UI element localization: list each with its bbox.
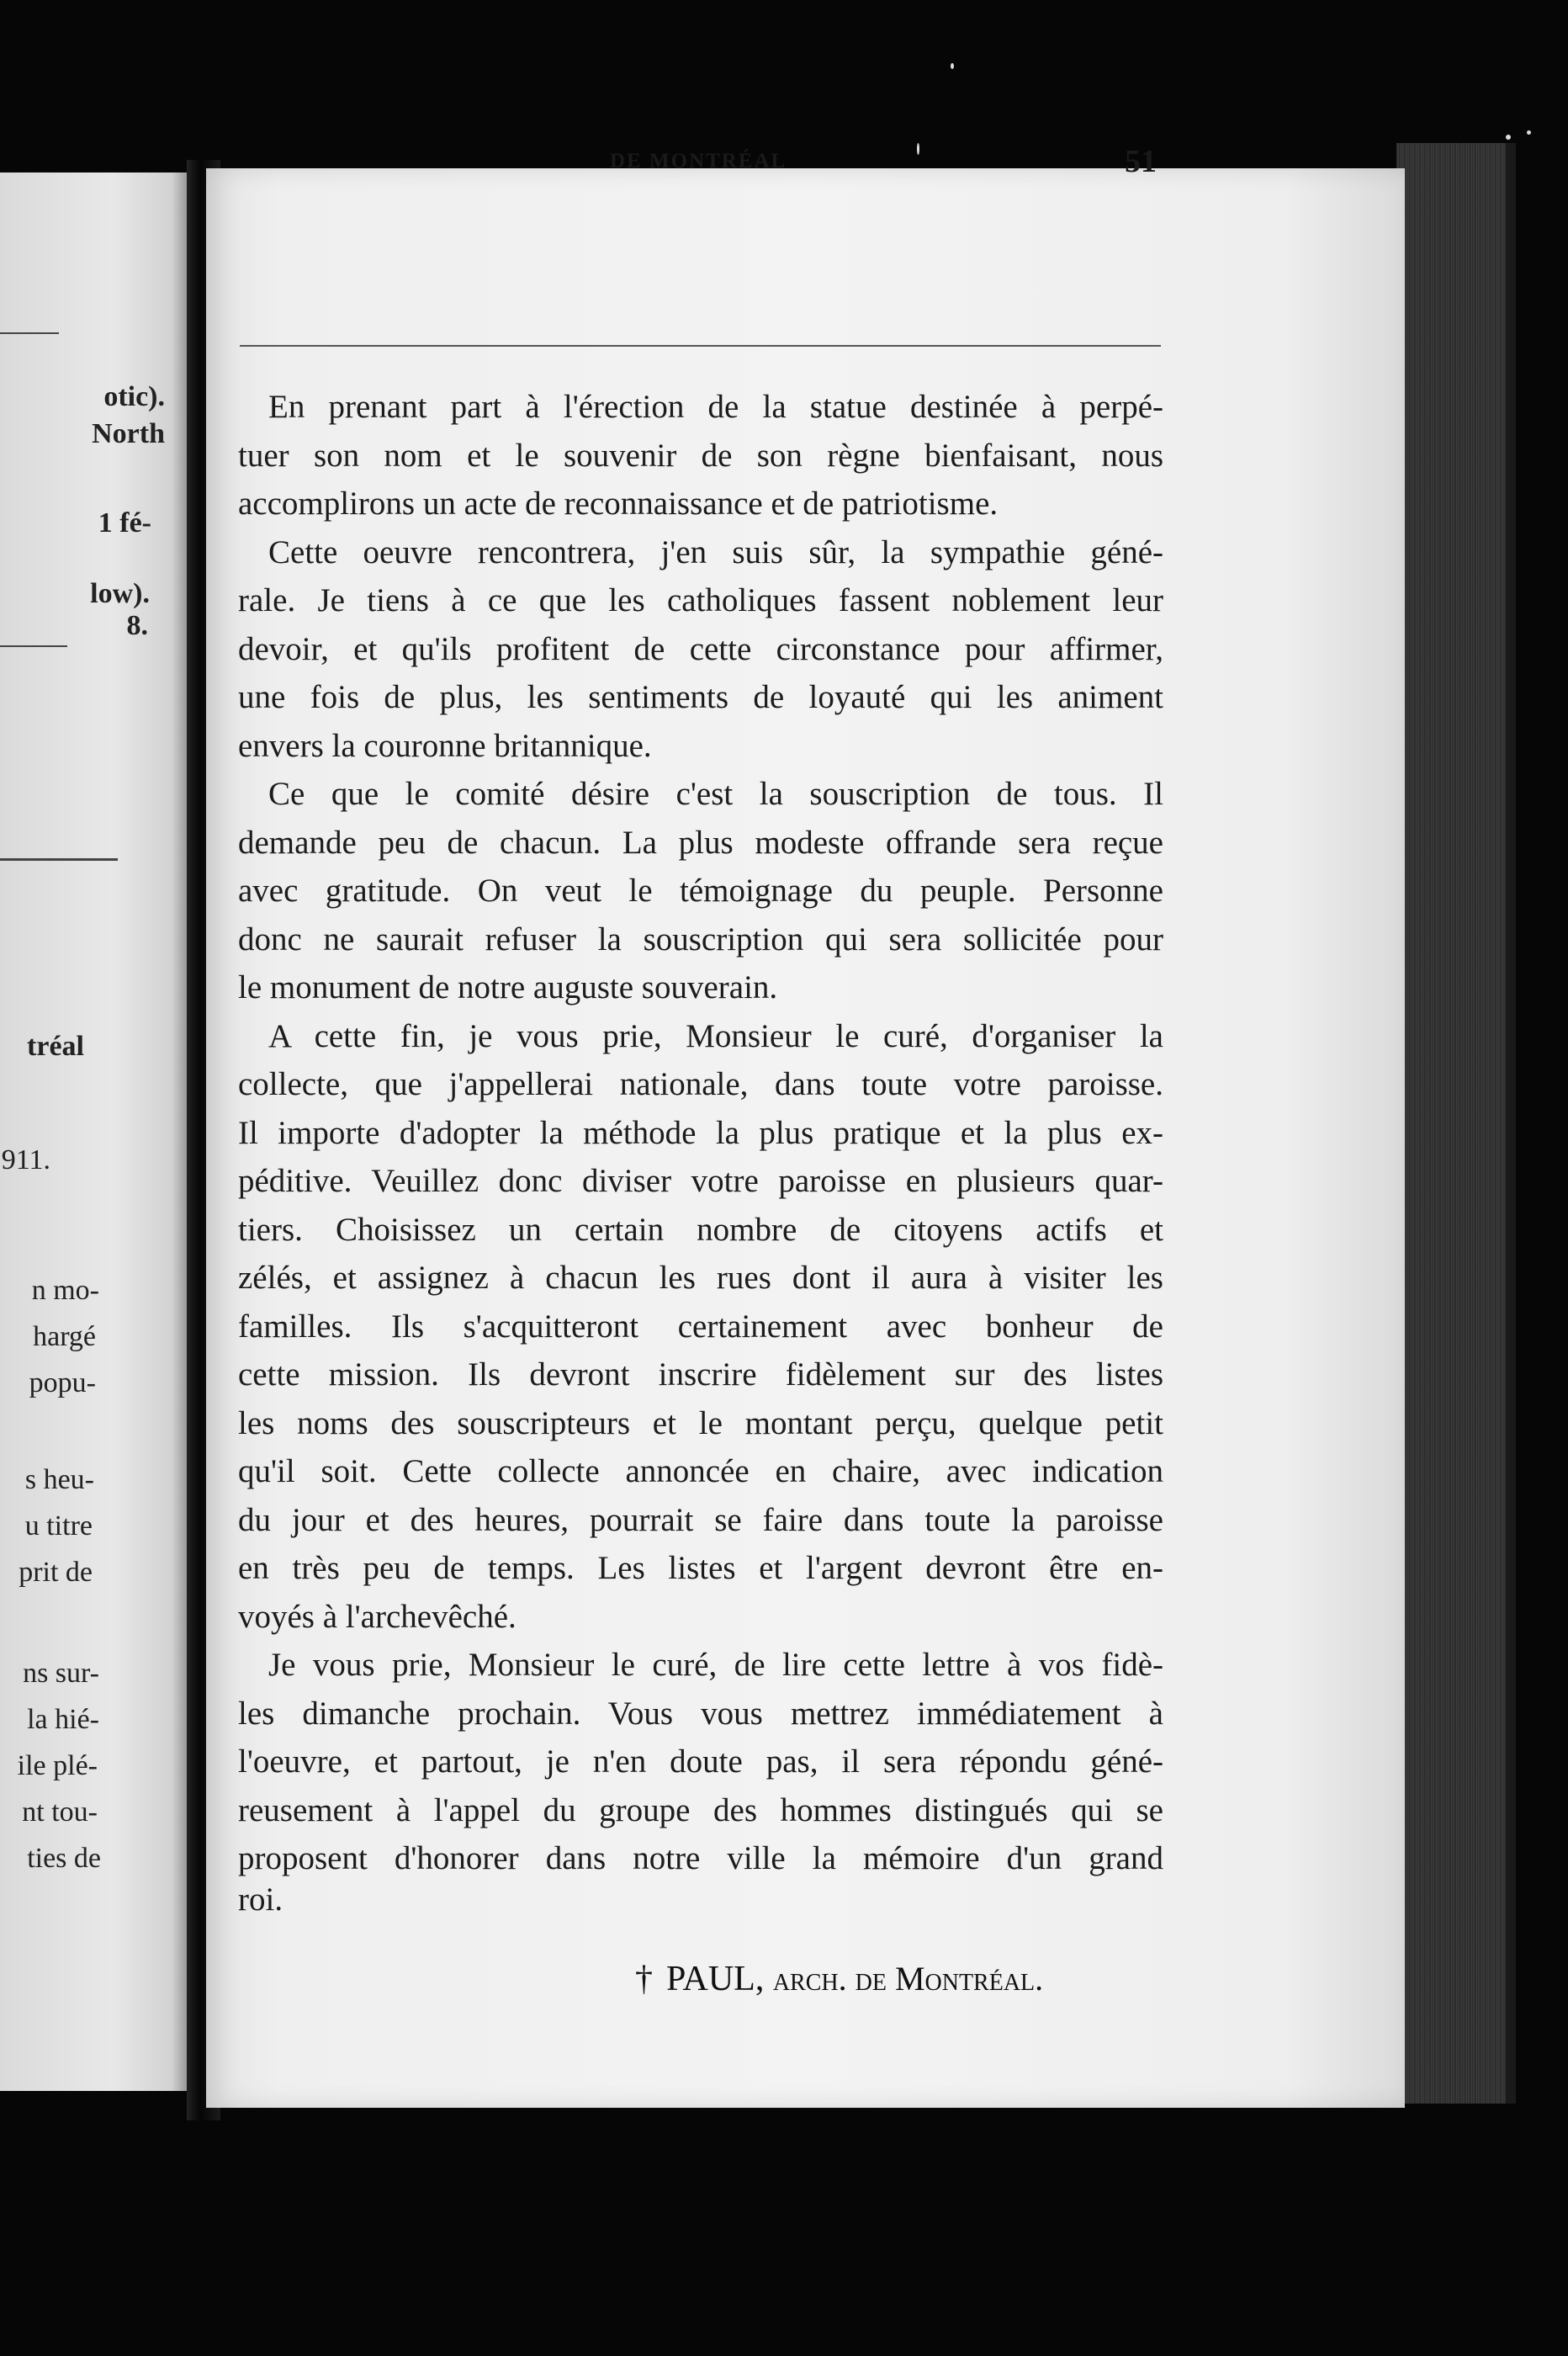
text-line: Cette oeuvre rencontrera, j'en suis sûr, la sympathie géné- — [268, 533, 1163, 570]
left-fragment: otic). — [103, 381, 165, 412]
text-line: voyés à l'archevêché. — [238, 1598, 516, 1635]
signature-title: arch. de Montréal. — [772, 1960, 1044, 1998]
left-fragment: 911. — [1, 1144, 50, 1175]
dagger-symbol: † — [635, 1960, 653, 1998]
left-fragment: la hié- — [27, 1704, 99, 1735]
left-fragment: hargé — [33, 1321, 96, 1352]
text-line: en très peu de temps. Les listes et l'argent devront être en- — [238, 1550, 1163, 1586]
left-fragment: 1 fé- — [98, 507, 151, 539]
text-line: du jour et des heures, pourrait se faire dans toute la paroisse — [238, 1501, 1163, 1538]
text-line: avec gratitude. On veut le témoignage du peuple. Personne — [238, 873, 1163, 909]
left-fragment: North — [92, 418, 165, 449]
text-line: une fois de plus, les sentiments de loyauté qui les animent — [238, 679, 1163, 715]
dust-speck — [951, 63, 954, 69]
left-fragment: popu- — [29, 1367, 96, 1398]
text-line: devoir, et qu'ils profitent de cette circonstance pour affirmer, — [238, 630, 1163, 667]
left-fragment: s heu- — [24, 1464, 94, 1495]
left-fragment: low). — [90, 578, 150, 609]
text-line: Il importe d'adopter la méthode la plus pratique et la plus ex- — [238, 1114, 1163, 1151]
page-edges — [1396, 143, 1506, 2104]
text-line: péditive. Veuillez donc diviser votre paroisse en plusieurs quar- — [238, 1163, 1163, 1199]
text-line: demande peu de chacun. La plus modeste offrande sera reçue — [238, 824, 1163, 861]
text-line: roi. — [238, 1881, 283, 1918]
text-line: familles. Ils s'acquitteront certainement avec bonheur de — [238, 1308, 1163, 1345]
dust-speck — [917, 143, 919, 155]
dust-speck — [1527, 130, 1531, 135]
text-line: reusement à l'appel du groupe des hommes distingués qui se — [238, 1791, 1163, 1828]
text-line: tuer son nom et le souvenir de son règne bienfaisant, nous — [238, 437, 1163, 474]
text-line: Je vous prie, Monsieur le curé, de lire cette lettre à vos fidè- — [268, 1647, 1163, 1683]
previous-page-fragment — [0, 172, 187, 2091]
body-text — [238, 383, 1163, 1917]
text-line: rale. Je tiens à ce que les catholiques fassent noblement leur — [238, 582, 1163, 618]
text-line: le monument de notre auguste souverain. — [238, 969, 778, 1006]
running-header — [400, 143, 1161, 194]
text-line: les noms des souscripteurs et le montant perçu, quelque petit — [238, 1404, 1163, 1441]
text-line: tiers. Choisissez un certain nombre de citoyens actifs et — [238, 1211, 1163, 1248]
signature-name: PAUL, — [666, 1960, 765, 1998]
text-line: donc ne saurait refuser la souscription qui sera sollicitée pour — [238, 921, 1163, 958]
text-line: En prenant part à l'érection de la statue destinée à perpé- — [268, 389, 1163, 425]
text-line: Ce que le comité désire c'est la souscription de tous. Il — [268, 776, 1163, 812]
left-fragment: nt tou- — [22, 1796, 98, 1828]
text-line: envers la couronne britannique. — [238, 727, 652, 764]
left-page-rule-mid — [0, 645, 67, 647]
left-fragment: ile plé- — [17, 1750, 98, 1781]
text-line: l'oeuvre, et partout, je n'en doute pas, il sera répondu géné- — [238, 1743, 1163, 1780]
text-line: cette mission. Ils devront inscrire fidèlement sur des listes — [238, 1356, 1163, 1393]
left-fragment: tréal — [27, 1031, 84, 1062]
left-fragment: n mo- — [31, 1275, 99, 1306]
text-line: les dimanche prochain. Vous vous mettrez immédiatement à — [238, 1695, 1163, 1732]
left-fragment: ns sur- — [23, 1658, 99, 1689]
page-number: 51 — [1125, 144, 1157, 179]
text-line: A cette fin, je vous prie, Monsieur le curé, d'organiser la — [268, 1017, 1163, 1054]
text-line: proposent d'honorer dans notre ville la mémoire d'un grand — [238, 1840, 1163, 1876]
header-rule — [240, 345, 1161, 347]
text-line: accomplirons un acte de reconnaissance et de patriotisme. — [238, 486, 999, 522]
running-title: DE MONTRÉAL — [610, 150, 787, 172]
left-fragment: 8. — [126, 610, 148, 641]
left-fragment: ties de — [27, 1843, 101, 1874]
text-line: zélés, et assignez à chacun les rues dont il aura à visiter les — [238, 1260, 1163, 1296]
left-fragment: u titre — [24, 1510, 93, 1541]
text-line: collecte, que j'appellerai nationale, dans toute votre paroisse. — [238, 1066, 1163, 1102]
dust-speck — [1506, 135, 1511, 140]
text-line: qu'il soit. Cette collecte annoncée en chaire, avec indication — [238, 1453, 1163, 1489]
left-page-rule-section — [0, 858, 118, 861]
left-page-rule-top — [0, 332, 59, 334]
left-fragment: prit de — [19, 1557, 93, 1588]
signature — [635, 1959, 1043, 1999]
